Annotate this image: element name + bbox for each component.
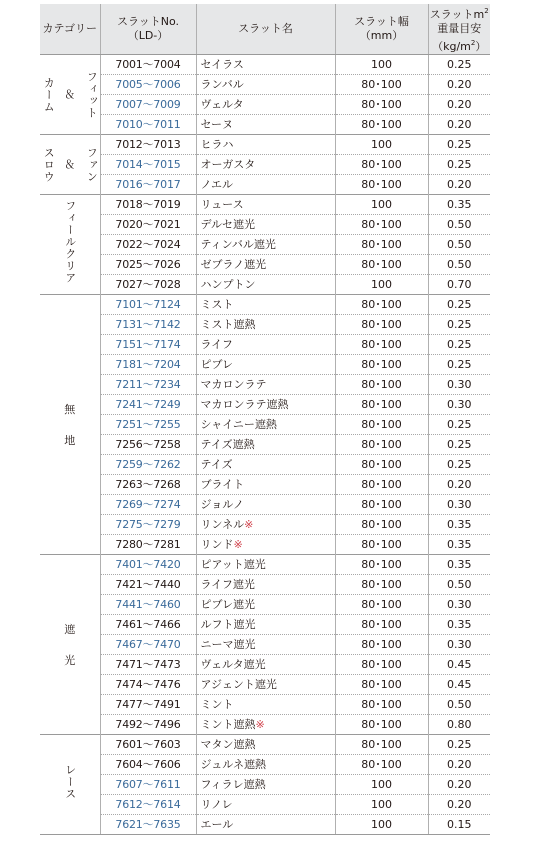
slat-name-cell [196,135,335,155]
slat-width-cell: 80･100 [335,475,428,495]
weight-cell: 0.25 [428,415,490,435]
slat-name: ライフ遮光 [200,578,255,591]
header-slat-width-line2: （mm） [359,29,404,42]
header-slat-no-line1: スラットNo. [116,15,180,28]
slat-width-cell: 80･100 [335,115,428,135]
table-row [40,315,490,335]
slat-name-cell [196,635,335,655]
weight-cell: 0.25 [428,55,490,75]
weight-cell: 0.35 [428,615,490,635]
table-row [40,335,490,355]
slat-number-cell: 7477～7491 [100,695,196,715]
slat-number-cell: 7018～7019 [100,195,196,215]
weight-cell: 0.25 [428,735,490,755]
slat-name: ヴェルタ [200,98,244,111]
slat-number-cell: 7101～7124 [100,295,196,315]
weight-cell: 0.25 [428,435,490,455]
slat-number-cell: 7601～7603 [100,735,196,755]
slat-name-cell [196,735,335,755]
table-row [40,275,490,295]
slat-number-cell: 7005～7006 [100,75,196,95]
slat-name: セーヌ [200,118,234,131]
weight-cell: 0.50 [428,215,490,235]
category-cell-blackout [40,555,100,735]
table-row [40,395,490,415]
table-row [40,455,490,475]
slat-name-cell [196,715,335,735]
weight-cell: 0.30 [428,595,490,615]
note-mark: ※ [233,538,243,551]
slat-number-cell: 7020～7021 [100,215,196,235]
table-row [40,655,490,675]
slat-name: ピアット遮光 [200,558,266,571]
weight-cell: 0.20 [428,795,490,815]
weight-cell: 0.30 [428,635,490,655]
table-row [40,115,490,135]
slat-width-cell: 80･100 [335,435,428,455]
slat-spec-table [40,4,490,834]
slat-name-cell [196,435,335,455]
slat-width-cell: 80･100 [335,515,428,535]
slat-name-cell [196,55,335,75]
weight-cell: 0.35 [428,535,490,555]
slat-name: ヒラハ [200,138,234,151]
slat-name-cell [196,395,335,415]
category-cell-plain [40,295,100,555]
slat-number-cell: 7421～7440 [100,575,196,595]
slat-width-cell: 80･100 [335,255,428,275]
slat-number-cell: 7269～7274 [100,495,196,515]
weight-cell: 0.45 [428,675,490,695]
slat-number-cell: 7251～7255 [100,415,196,435]
table-bottom-rule [40,834,490,835]
table-row [40,415,490,435]
table-row [40,695,490,715]
category-label [40,71,100,119]
slat-name: マタン遮熱 [200,738,256,751]
table-row [40,775,490,795]
header-slat-width [335,4,428,55]
slat-name: ジョルノ [200,498,244,511]
slat-width-cell: 80･100 [335,215,428,235]
slat-name: ミスト [200,298,234,311]
slat-name-cell [196,475,335,495]
slat-name-cell [196,535,335,555]
slat-name: リュース [200,198,244,211]
slat-name-cell [196,755,335,775]
slat-number-cell: 7607～7611 [100,775,196,795]
slat-width-cell: 80･100 [335,375,428,395]
slat-number-cell: 7467～7470 [100,635,196,655]
table-row [40,175,490,195]
header-slat-no [100,4,196,55]
table-row [40,615,490,635]
slat-name-cell [196,815,335,835]
table-row [40,235,490,255]
header-slat-width-line1: スラット幅 [354,15,409,28]
header-category: カテゴリー [40,4,100,55]
weight-cell: 0.35 [428,555,490,575]
table-row [40,215,490,235]
weight-cell: 0.20 [428,75,490,95]
slat-name-cell [196,355,335,375]
slat-name: マカロンラテ [200,378,267,391]
weight-cell: 0.25 [428,155,490,175]
weight-cell: 0.50 [428,695,490,715]
slat-name: ハンプトン [200,278,256,291]
slat-number-cell: 7604～7606 [100,755,196,775]
note-mark: ※ [255,718,265,731]
slat-width-cell: 80･100 [335,575,428,595]
category-label-part: フィット [85,70,99,119]
slat-width-cell: 80･100 [335,395,428,415]
slat-name: ノエル [200,178,233,191]
table-row [40,715,490,735]
slat-width-cell: 100 [335,815,428,835]
table-row [40,535,490,555]
slat-number-cell: 7012～7013 [100,135,196,155]
slat-width-cell: 80･100 [335,635,428,655]
slat-name: テイズ [200,458,233,471]
weight-cell: 0.50 [428,575,490,595]
weight-cell: 0.35 [428,515,490,535]
weight-cell: 0.80 [428,715,490,735]
slat-name: シャイニー遮熱 [200,418,277,431]
table-row [40,375,490,395]
category-label-char: 光 [64,653,76,667]
slat-name: デルセ遮光 [200,218,255,231]
table-row [40,795,490,815]
slat-number-cell: 7612～7614 [100,795,196,815]
slat-name: ゼブラノ遮光 [200,258,267,271]
slat-name: ミント遮熱 [200,718,256,731]
slat-name-cell [196,195,335,215]
category-label-amp: ＆ [64,158,76,171]
slat-name-cell [196,595,335,615]
slat-name-cell [196,75,335,95]
weight-cell: 0.25 [428,295,490,315]
weight-cell: 0.50 [428,255,490,275]
slat-name: ライフ [200,338,233,351]
table-row [40,95,490,115]
category-cell-slow-fan [40,135,100,195]
slat-width-cell: 80･100 [335,695,428,715]
table-row [40,75,490,95]
slat-name-cell [196,615,335,635]
slat-name-cell [196,155,335,175]
slat-name: マカロンラテ遮熱 [200,398,289,411]
slat-number-cell: 7027～7028 [100,275,196,295]
slat-name-cell [196,795,335,815]
slat-width-cell: 100 [335,275,428,295]
slat-number-cell: 7016～7017 [100,175,196,195]
weight-cell: 0.20 [428,475,490,495]
slat-name-cell [196,235,335,255]
slat-number-cell: 7263～7268 [100,475,196,495]
header-slat-no-line2: （LD-） [127,29,169,42]
slat-name: ピブレ遮光 [200,598,256,611]
table-row [40,595,490,615]
slat-width-cell: 80･100 [335,95,428,115]
slat-name-cell [196,295,335,315]
slat-width-cell: 80･100 [335,355,428,375]
slat-number-cell: 7131～7142 [100,315,196,335]
table-header [40,4,490,55]
weight-cell: 0.50 [428,235,490,255]
category-label-char: 無 [64,402,76,416]
table-row [40,495,490,515]
slat-name-cell [196,415,335,435]
slat-number-cell: 7211～7234 [100,375,196,395]
category-label: レース [63,763,77,800]
slat-name: ジュルネ遮熱 [200,758,266,771]
slat-name-cell [196,375,335,395]
weight-cell: 0.15 [428,815,490,835]
slat-name: テイズ遮熱 [200,438,255,451]
slat-number-cell: 7181～7204 [100,355,196,375]
slat-name-cell [196,95,335,115]
slat-name: リノレ [200,798,233,811]
slat-number-cell: 7001～7004 [100,55,196,75]
weight-cell: 0.20 [428,755,490,775]
header-weight-sup2: 2 [470,39,476,47]
weight-cell: 0.30 [428,395,490,415]
slat-width-cell: 80･100 [335,295,428,315]
slat-width-cell: 80･100 [335,335,428,355]
slat-name: ヴェルタ遮光 [200,658,266,671]
slat-number-cell: 7256～7258 [100,435,196,455]
note-mark: ※ [244,518,254,531]
table-row [40,635,490,655]
slat-name-cell [196,695,335,715]
slat-width-cell: 80･100 [335,655,428,675]
slat-number-cell: 7022～7024 [100,235,196,255]
slat-name: ピブレ [200,358,234,371]
slat-name: ルフト遮光 [200,618,256,631]
slat-number-cell: 7007～7009 [100,95,196,115]
category-label-char: 遮 [64,622,76,636]
header-weight-line3-end: ） [475,40,487,53]
table-row [40,555,490,575]
slat-name-cell [196,455,335,475]
slat-number-cell: 7471～7473 [100,655,196,675]
table-row [40,755,490,775]
table-row [40,135,490,155]
slat-name-cell [196,255,335,275]
slat-name: ミスト遮熱 [200,318,256,331]
table-row [40,195,490,215]
slat-width-cell: 100 [335,135,428,155]
table-row [40,155,490,175]
slat-name: リンド [200,538,234,551]
slat-number-cell: 7151～7174 [100,335,196,355]
table-row [40,815,490,835]
slat-number-cell: 7401～7420 [100,555,196,575]
header-weight-line3: （kg/m [432,40,471,53]
slat-name: ランバル [200,78,244,91]
slat-number-cell: 7474～7476 [100,675,196,695]
category-label-amp: ＆ [64,88,76,101]
slat-name-cell [196,775,335,795]
weight-cell: 0.25 [428,135,490,155]
slat-name: アジェント遮光 [200,678,277,691]
slat-width-cell: 80･100 [335,415,428,435]
weight-cell: 0.20 [428,95,490,115]
slat-name-cell [196,275,335,295]
slat-width-cell: 80･100 [335,75,428,95]
slat-width-cell: 100 [335,795,428,815]
table-row [40,435,490,455]
weight-cell: 0.30 [428,495,490,515]
slat-width-cell: 100 [335,775,428,795]
category-cell-feel-clear [40,195,100,295]
weight-cell: 0.20 [428,115,490,135]
table-body [40,55,490,835]
table-row [40,295,490,315]
slat-name: ニーマ遮光 [200,638,256,651]
slat-name: エール [200,818,234,831]
weight-cell: 0.70 [428,275,490,295]
slat-number-cell: 7014～7015 [100,155,196,175]
weight-cell: 0.25 [428,335,490,355]
slat-number-cell: 7275～7279 [100,515,196,535]
category-label-part: ファン [85,146,99,183]
table-row [40,55,490,75]
slat-width-cell: 100 [335,55,428,75]
slat-name: セイラス [200,58,244,71]
weight-cell: 0.20 [428,175,490,195]
slat-width-cell: 80･100 [335,755,428,775]
slat-name: ブライト [200,478,245,491]
slat-width-cell: 80･100 [335,615,428,635]
slat-name: リンネル [200,518,245,531]
table-row [40,515,490,535]
slat-name: ミント [200,698,234,711]
slat-name-cell [196,515,335,535]
slat-width-cell: 80･100 [335,455,428,475]
slat-number-cell: 7241～7249 [100,395,196,415]
slat-name-cell [196,555,335,575]
category-label-part: スロウ [42,146,56,183]
header-weight-sup1: 2 [484,7,489,15]
category-label [40,147,100,183]
slat-number-cell: 7259～7262 [100,455,196,475]
slat-width-cell: 80･100 [335,155,428,175]
table-row [40,475,490,495]
table-row [40,735,490,755]
slat-name-cell [196,495,335,515]
weight-cell: 0.25 [428,315,490,335]
weight-cell: 0.45 [428,655,490,675]
slat-number-cell: 7621～7635 [100,815,196,835]
slat-name-cell [196,575,335,595]
slat-width-cell: 80･100 [335,315,428,335]
header-weight-line2: 重量目安 [437,22,482,35]
slat-number-cell: 7025～7026 [100,255,196,275]
weight-cell: 0.25 [428,355,490,375]
slat-number-cell: 7280～7281 [100,535,196,555]
slat-name: オーガスタ [200,158,256,171]
weight-cell: 0.20 [428,775,490,795]
slat-name: フィラレ遮熱 [200,778,266,791]
category-label [40,400,100,450]
slat-width-cell: 80･100 [335,555,428,575]
slat-name-cell [196,675,335,695]
slat-name: ティンバル遮光 [200,238,276,251]
slat-width-cell: 80･100 [335,715,428,735]
header-weight [428,4,490,55]
slat-name-cell [196,215,335,235]
table-row [40,355,490,375]
category-label [40,620,100,670]
slat-width-cell: 80･100 [335,175,428,195]
header-weight-line1: スラットm [429,8,485,21]
slat-name-cell [196,115,335,135]
table-row [40,675,490,695]
slat-width-cell: 80･100 [335,235,428,255]
category-label: フィールクリア [63,199,77,284]
slat-number-cell: 7010～7011 [100,115,196,135]
slat-name-cell [196,175,335,195]
slat-spec-table-container [40,4,490,835]
slat-width-cell: 80･100 [335,535,428,555]
slat-width-cell: 80･100 [335,735,428,755]
slat-width-cell: 80･100 [335,675,428,695]
slat-name-cell [196,335,335,355]
header-slat-name: スラット名 [196,4,335,55]
table-row [40,575,490,595]
slat-width-cell: 100 [335,195,428,215]
category-label-char: 地 [64,433,76,447]
slat-width-cell: 80･100 [335,495,428,515]
table-row [40,255,490,275]
slat-width-cell: 80･100 [335,595,428,615]
slat-number-cell: 7441～7460 [100,595,196,615]
category-label-part: カーム [42,76,56,113]
weight-cell: 0.35 [428,195,490,215]
category-cell-calm-fit [40,55,100,135]
slat-number-cell: 7492～7496 [100,715,196,735]
slat-number-cell: 7461～7466 [100,615,196,635]
category-cell-lace [40,735,100,835]
slat-name-cell [196,655,335,675]
slat-name-cell [196,315,335,335]
weight-cell: 0.30 [428,375,490,395]
weight-cell: 0.25 [428,455,490,475]
